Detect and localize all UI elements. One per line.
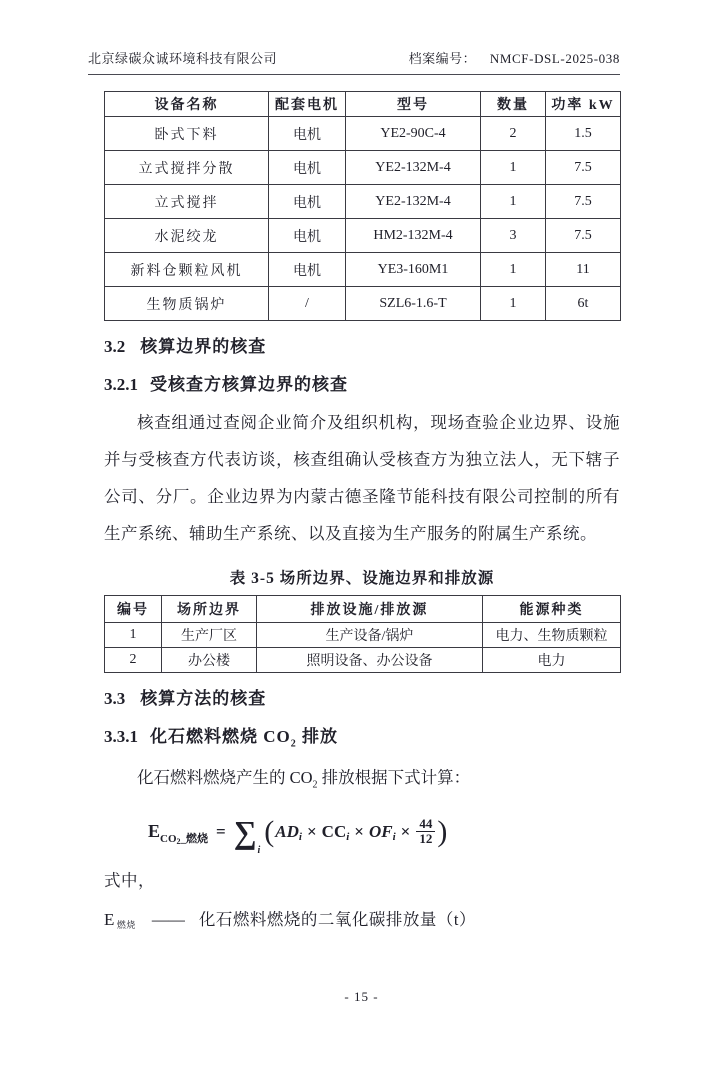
- table-cell: 生产设备/锅炉: [257, 623, 483, 648]
- table-cell: YE2-132M-4: [346, 185, 481, 219]
- oxidation-factor-term: OF: [368, 821, 393, 841]
- table-cell: 办公楼: [162, 648, 257, 673]
- table-cell: YE2-132M-4: [346, 151, 481, 185]
- table-cell: 2: [481, 117, 546, 151]
- equals-sign: =: [216, 821, 226, 841]
- co2-combustion-formula: E CO2_燃烧 = $\sum_i$ ( AD i × CC i × OF i × $\frac{44}{12}$ ): [148, 813, 448, 856]
- table-cell: /: [269, 287, 346, 321]
- definition-dash: ——: [151, 909, 185, 929]
- table-cell: SZL6-1.6-T: [346, 287, 481, 321]
- section-heading-3-2: [104, 336, 620, 357]
- column-header-power: 功率 kW: [546, 92, 621, 117]
- table-cell: 1: [481, 185, 546, 219]
- subscript-2: 2: [290, 738, 297, 750]
- subscript-2: 2: [312, 779, 318, 791]
- section-number: 3.3.1: [104, 727, 138, 746]
- table-header-row: [105, 92, 621, 117]
- table-cell: HM2-132M-4: [346, 219, 481, 253]
- definition-text: 化石燃料燃烧的二氧化碳排放量（t）: [198, 909, 476, 929]
- table-cell: 生产厂区: [162, 623, 257, 648]
- activity-data-term: AD: [275, 821, 299, 841]
- table-cell: 新料仓颗粒风机: [105, 253, 269, 287]
- column-header-model: 型号: [346, 92, 481, 117]
- table-row: [105, 253, 621, 287]
- table-row: [105, 151, 621, 185]
- table-row: [105, 648, 621, 673]
- table-cell: 电机: [269, 185, 346, 219]
- section-title: 化石燃料燃烧 $CO_2$ 排放: [150, 727, 338, 750]
- formula-lhs: E: [148, 821, 161, 842]
- section-title: 受核查方核算边界的核查: [150, 375, 348, 394]
- formula-intro: 化石燃料燃烧产生的 $CO_2$ 排放根据下式计算：: [137, 768, 471, 791]
- column-header-energy-type: 能源种类: [483, 596, 621, 623]
- table-cell: 电机: [269, 117, 346, 151]
- table-cell: 电机: [269, 219, 346, 253]
- table-cell: 电力: [483, 648, 621, 673]
- table-row: [105, 219, 621, 253]
- table-cell: 1: [481, 253, 546, 287]
- close-paren: ): [437, 814, 448, 848]
- table-cell: 11: [546, 253, 621, 287]
- table-cell: 电机: [269, 151, 346, 185]
- fraction-44-12: $\frac{44}{12}$: [416, 817, 435, 846]
- table-cell: 6t: [546, 287, 621, 321]
- section-number: 3.2: [104, 337, 126, 356]
- multiply-sign: ×: [306, 821, 317, 841]
- symbol-e: E: [104, 909, 115, 929]
- column-header-site-boundary: 场所边界: [162, 596, 257, 623]
- table-header-row: [105, 596, 621, 623]
- table-cell: 电机: [269, 253, 346, 287]
- table-cell: 立式搅拌分散: [105, 151, 269, 185]
- file-number-label: 档案编号：: [408, 51, 477, 66]
- carbon-content-term: CC: [321, 821, 347, 841]
- table-cell: 卧式下料: [105, 117, 269, 151]
- table-3-5-caption: 表 3-5 场所边界、设施边界和排放源: [229, 570, 495, 587]
- summation-symbol: $\sum_i$: [233, 813, 261, 856]
- section-heading-3-3-1: [104, 726, 620, 754]
- section-heading-3-2-1: [104, 374, 620, 395]
- column-header-emission-source: 排放设施/排放源: [257, 596, 483, 623]
- boundary-paragraph: 核查组通过查阅企业简介及组织机构，现场查验企业边界、设施并与受核查方代表访谈，核查组确认受核查方为独立法人，无下辖子公司、分厂。企业边界为内蒙古德圣隆节能科技有限公司控制的所有生产系统、辅助生产系统、以及直接为生产服务的附属生产系统。: [104, 413, 620, 543]
- table-cell: YE2-90C-4: [346, 117, 481, 151]
- table-cell: 1.5: [546, 117, 621, 151]
- table-cell: 1: [481, 151, 546, 185]
- open-paren: (: [264, 814, 275, 848]
- file-number: [409, 48, 620, 67]
- page-content: [104, 91, 620, 930]
- table-row: [105, 117, 621, 151]
- multiply-sign: ×: [354, 821, 364, 841]
- symbol-e-subscript: 燃烧: [116, 919, 136, 930]
- table-cell: 水泥绞龙: [105, 219, 269, 253]
- document-page: [0, 48, 723, 1072]
- equipment-table: [104, 91, 621, 321]
- table-cell: 3: [481, 219, 546, 253]
- section-number: 3.3: [104, 689, 126, 708]
- table-cell: 1: [105, 623, 162, 648]
- table-cell: 7.5: [546, 219, 621, 253]
- page-number: - 15 -: [344, 989, 379, 1004]
- column-header-no: 编号: [105, 596, 162, 623]
- company-name: 北京绿碳众诚环境科技有限公司: [88, 51, 278, 66]
- section-heading-3-3: [104, 688, 620, 709]
- table-cell: 生物质锅炉: [105, 287, 269, 321]
- table-cell: 立式搅拌: [105, 185, 269, 219]
- document-header: [88, 48, 620, 75]
- table-row: [105, 623, 621, 648]
- column-header-motor: 配套电机: [269, 92, 346, 117]
- table-cell: 照明设备、办公设备: [257, 648, 483, 673]
- file-number-value: NMCF-DSL-2025-038: [489, 51, 620, 66]
- section-title: 核算方法的核查: [140, 689, 267, 708]
- table-cell: 2: [105, 648, 162, 673]
- table-row: [105, 287, 621, 321]
- section-title: 核算边界的核查: [140, 337, 267, 356]
- table-cell: 1: [481, 287, 546, 321]
- symbol-definition: [104, 906, 620, 930]
- formula-lhs-subscript: CO2_燃烧: [160, 832, 209, 846]
- where-label: 式中，: [104, 870, 155, 890]
- column-header-quantity: 数量: [481, 92, 546, 117]
- table-row: [105, 185, 621, 219]
- column-header-device-name: 设备名称: [105, 92, 269, 117]
- table-cell: 7.5: [546, 185, 621, 219]
- table-cell: 电力、生物质颗粒: [483, 623, 621, 648]
- table-cell: YE3-160M1: [346, 253, 481, 287]
- boundary-table: [104, 595, 621, 673]
- table-cell: 7.5: [546, 151, 621, 185]
- multiply-sign: ×: [400, 821, 411, 841]
- section-number: 3.2.1: [104, 375, 138, 394]
